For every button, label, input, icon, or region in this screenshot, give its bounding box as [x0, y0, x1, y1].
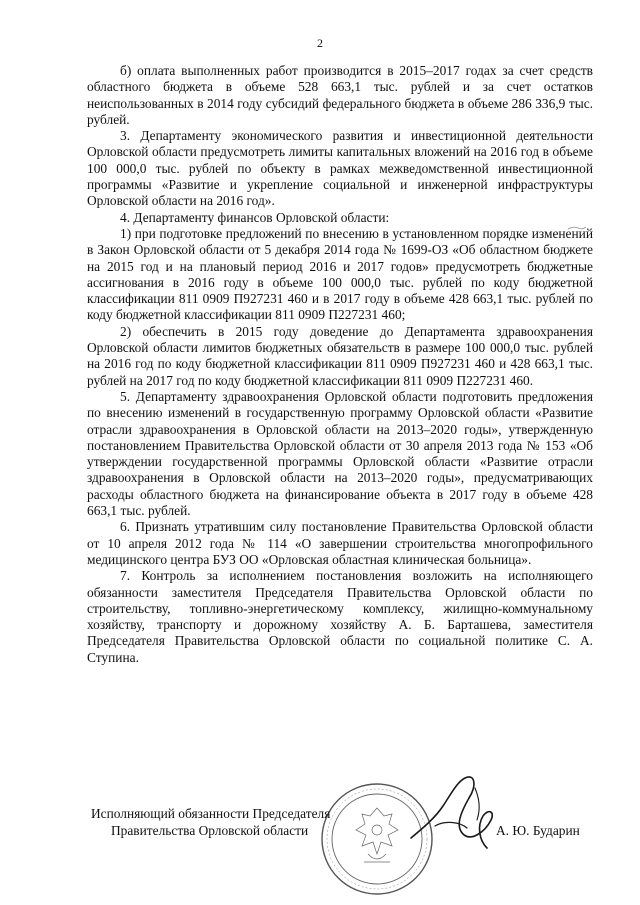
signatory-position-line1: Исполняющий обязанности Председателя — [91, 806, 331, 821]
handwritten-signature-icon — [405, 768, 500, 856]
paragraph-2b: б) оплата выполненных работ производится в 2015–2017 годах за счет средств областного бюджета в объеме 528 663,1 тыс. рублей и за счет остатков неиспользованных в 2014 году субсидий федерального бюджета в объеме 286 336,9 тыс. рублей. — [87, 63, 593, 127]
paragraph-4-2: 2) обеспечить в 2015 году доведение до Департамента здравоохранения Орловской области лимитов бюджетных обязательств в размере 100 000,0 тыс. рублей на 2016 год по коду бюджетной классификации 811 0909 П927231 460 и 428 663,1 тыс. рублей на 2017 год по коду бюджетной классификации 811 0909 П227231 460. — [87, 323, 593, 388]
paragraph-6: 6. Признать утратившим силу постановление Правительства Орловской области от 10 апреля 2012 года № 114 «О завершении строительства многопрофильного медицинского центра БУЗ ОО «Орловская областная клиническая больница». — [87, 519, 593, 567]
paragraph-4-1: 1) при подготовке предложений по внесению в установленном порядке изменений в Закон Орловской области от 5 декабря 2014 года № 1699-ОЗ «Об областном бюджете на 2015 год и на плановый период 2016 и 2017 годов» предусмотреть бюджетные ассигнования в 2016 году в объеме 100 000,0 тыс. рублей по коду бюджетной классификации 811 0909 П927231 460 и в 2017 году в объеме 428 663,1 тыс. рублей по коду бюджетной классификации 811 0909 П227231 460; — [87, 225, 593, 323]
paragraph-7: 7. Контроль за исполнением постановления возложить на исполняющего обязанности заместителя Председателя Правительства Орловской области по строительству, топливно-энергетическому комплексу, жилищно-коммунальному хозяйству, транспорту и дорожному хозяйству А. Б. Барташева, заместителя Председателя Правительства Орловской области по социальной политике С. А. Ступина. — [87, 568, 593, 665]
paragraph-3: 3. Департаменту экономического развития и инвестиционной деятельности Орловской области предусмотреть лимиты капитальных вложений на 2016 год в объеме 100 000,0 тыс. рублей по объекту в рамках межведомственной инвестиционной программы «Развитие и укрепление социальной и инженерной инфраструктуры Орловской области на 2016 год». — [87, 128, 593, 209]
page-number: 2 — [317, 36, 323, 50]
signatory-name: А. Ю. Бударин — [496, 823, 580, 838]
paragraph-4: 4. Департаменту финансов Орловской области: — [120, 209, 390, 225]
signatory-position-line2: Правительства Орловской области — [111, 823, 309, 838]
paragraph-5: 5. Департаменту здравоохранения Орловской области подготовить предложения по внесению изменений в государственную программу Орловской области «Развитие отрасли здравоохранения в Орловской области на 2013–2020 годы», утвержденную постановлением Правительства Орловской области от 30 апреля 2013 года № 153 «Об утверждении государственной программы Орловской области «Развитие отрасли здравоохранения в Орловской области на 2013–2020 годы», предусматривающих расходы областного бюджета на финансирование объекта в 2017 году в объеме 428 663,1 тыс. рублей. — [87, 388, 593, 519]
